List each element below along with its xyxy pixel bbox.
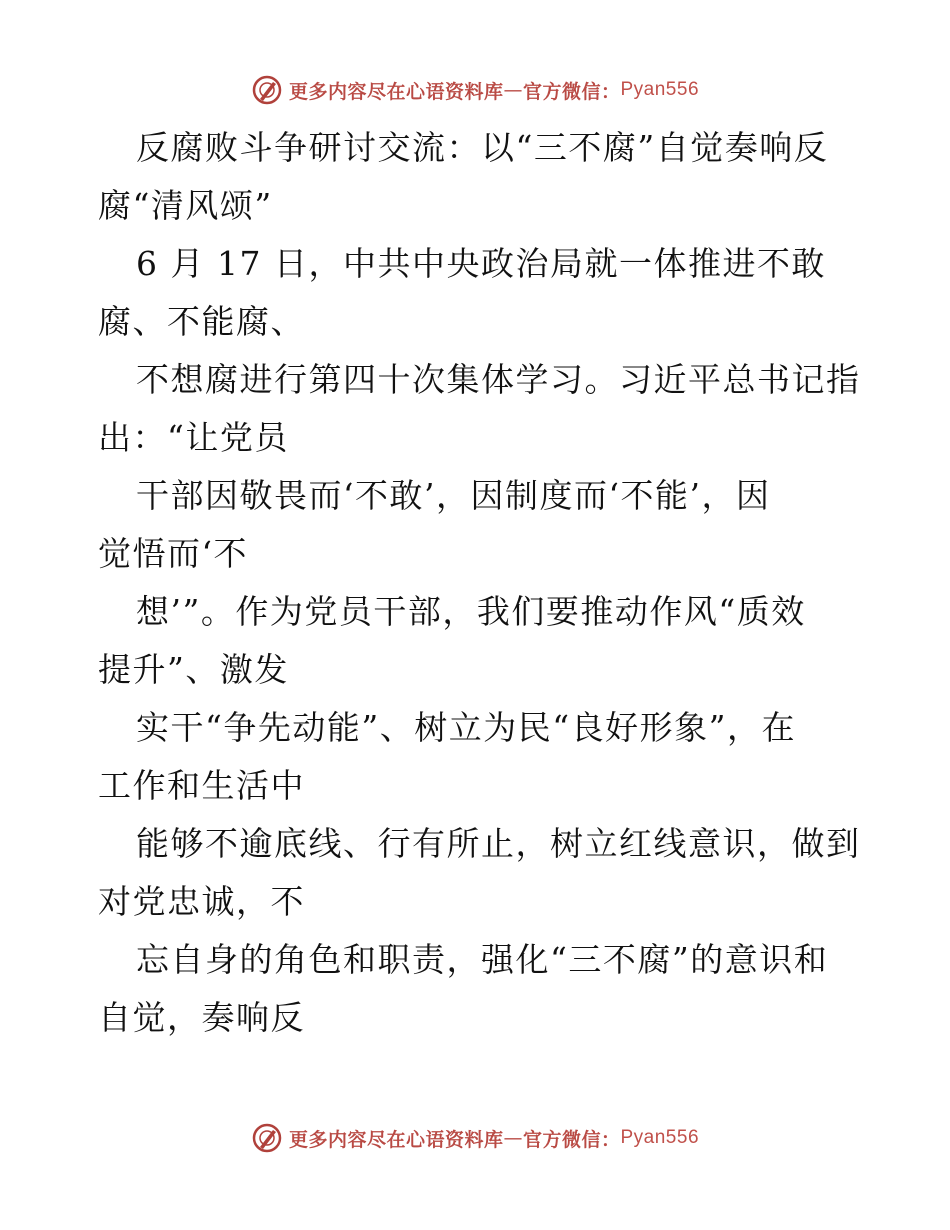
paragraph-line: 提升”、激发 [98,650,289,689]
pen-logo-icon [251,74,283,106]
pen-logo-icon [251,1122,283,1154]
watermark-separator: — [503,1127,523,1149]
paragraph-line: 忘自身的角色和职责，强化“三不腐”的意识和 [136,940,829,979]
watermark-separator: — [503,79,523,101]
page-header-watermark [0,70,950,110]
paragraph-line: 干部因敬畏而‘不敢’，因制度而‘不能’，因 [136,476,771,515]
paragraph-line: 6 月 17 日，中共中央政治局就一体推进不敢 [136,244,826,283]
document-body [98,119,861,1047]
watermark-wechat-id: Pyan556 [620,1127,700,1148]
paragraph-line: 对党忠诚，不 [98,882,305,921]
paragraph-line: 想’”。作为党员干部，我们要推动作风“质效 [136,592,806,631]
title-line-1: 反腐败斗争研讨交流：以“三不腐”自觉奏响反 [136,128,829,167]
paragraph-line: 觉悟而‘不 [98,534,248,573]
watermark-wechat-label: 官方微信： [522,1128,621,1151]
page-footer-watermark [0,1118,950,1158]
paragraph-line: 腐、不能腐、 [98,302,305,341]
paragraph-line: 不想腐进行第四十次集体学习。习近平总书记指 [136,360,861,399]
watermark-site-text: 更多内容尽在心语资料库 [288,80,504,103]
paragraph-line: 自觉，奏响反 [98,998,305,1037]
watermark-site-text: 更多内容尽在心语资料库 [288,1128,504,1151]
paragraph-line: 实干“争先动能”、树立为民“良好形象”，在 [136,708,796,747]
paragraph-line: 能够不逾底线、行有所止，树立红线意识，做到 [136,824,861,863]
paragraph-line: 出：“让党员 [98,418,289,457]
watermark-wechat-label: 官方微信： [522,80,621,103]
title-line-2: 腐“清风颂” [98,186,273,225]
paragraph-line: 工作和生活中 [98,766,305,805]
watermark-wechat-id: Pyan556 [620,79,700,100]
